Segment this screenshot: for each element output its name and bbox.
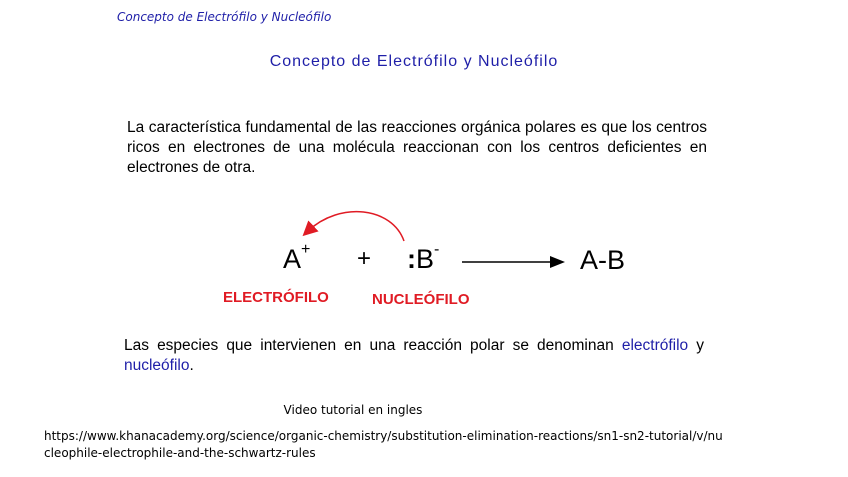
nucleophile-label: NUCLEÓFILO [372, 291, 470, 308]
electron-flow-arrow [308, 212, 404, 241]
plus-sign: + [357, 245, 372, 272]
polar-species-paragraph [124, 336, 704, 376]
video-url-link[interactable]: https://www.khanacademy.org/science/organic-chemistry/substitution-elimination-reactions/sn1-sn2-tutorial/v/nucleophile-electrophile-and-the-schwartz-rules [44, 429, 723, 460]
polar-suffix: . [189, 357, 194, 374]
electrophile-species: A+ [283, 241, 311, 274]
product-species: A-B [580, 245, 626, 275]
intro-paragraph: La característica fundamental de las reacciones orgánica polares es que los centros ricos en electrones de una molécula reaccionan con los centros deficientes en electrones de otra. [127, 119, 707, 176]
term-electrophile: electrófilo [621, 337, 689, 354]
page-header: Concepto de Electrófilo y Nucleófilo [117, 10, 332, 24]
page-title: Concepto de Electrófilo y Nucleófilo [269, 53, 559, 70]
term-nucleophile: nucleófilo [124, 357, 190, 374]
lone-pair: : [407, 244, 416, 274]
polar-connector: y [696, 337, 704, 354]
positive-charge: + [301, 241, 311, 258]
video-tutorial-label: Video tutorial en ingles [283, 403, 423, 417]
nucleophile-species: :B- [407, 241, 440, 274]
reaction-scheme [0, 195, 848, 320]
electrophile-label: ELECTRÓFILO [223, 289, 329, 306]
polar-text-prefix: Las especies que intervienen en una reacción polar se denominan [124, 337, 614, 354]
negative-charge: - [434, 241, 440, 258]
